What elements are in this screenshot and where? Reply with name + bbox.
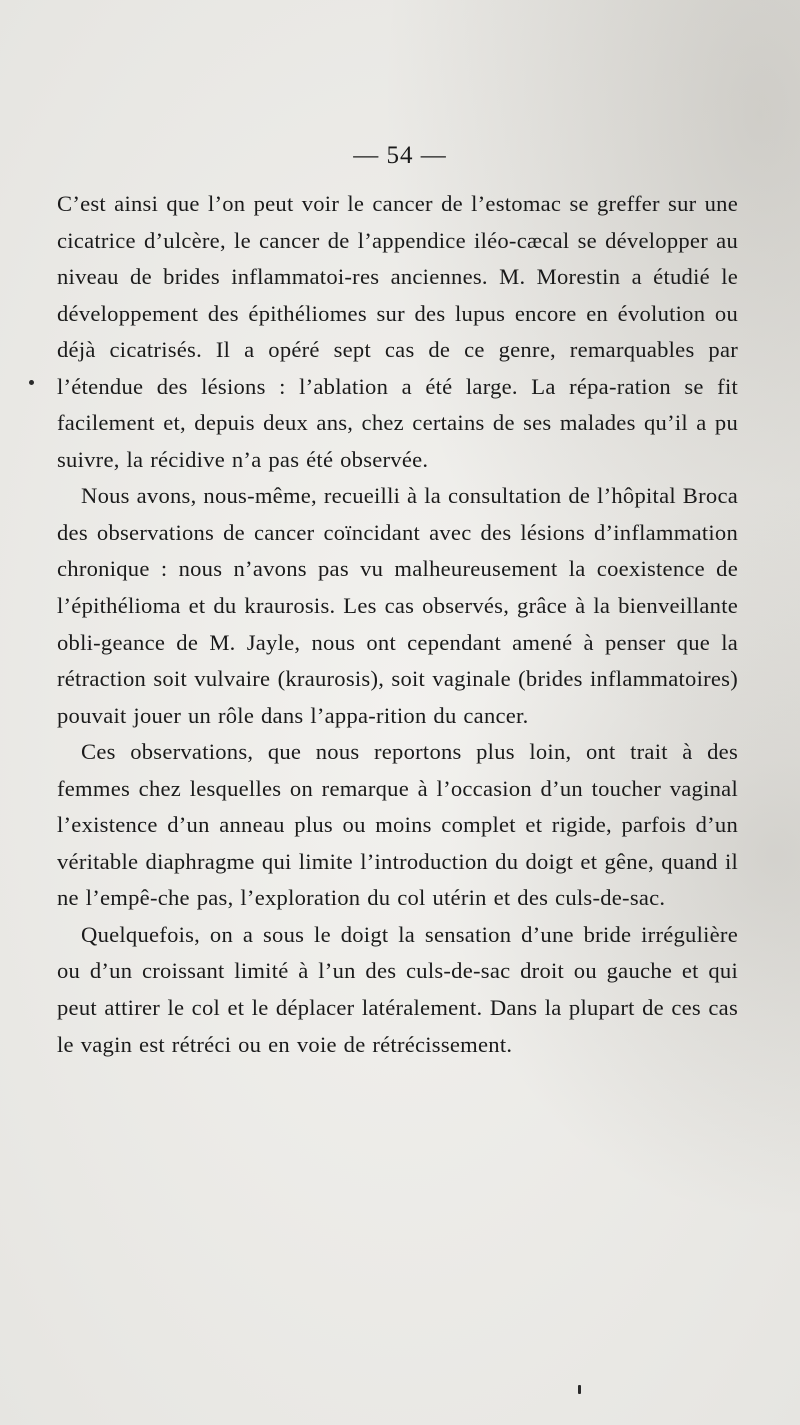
body-text [57, 186, 738, 1063]
paragraph-4: Quelquefois, on a sous le doigt la sensation d’une bride irrégulière ou d’un croissant limité à l’un des culs-de-sac droit ou gauche et qui peut attirer le col et le déplacer latéralement. Dans la plupart de ces cas le vagin est rétréci ou en voie de rétrécissement. [57, 921, 738, 1057]
paragraph-2: Nous avons, nous-même, recueilli à la consultation de l’hôpital Broca des observations de cancer coïncidant avec des lésions d’inflammation chronique : nous n’avons pas vu malheureusement la coexistence de l’épithélioma et du kraurosis. Les cas observés, grâce à la bienveillante obli-geance de M. Jayle, nous ont cependant amené à penser que la rétraction soit vulvaire (kraurosis), soit vaginale (brides inflammatoires) pouvait jouer un rôle dans l’appa-rition du cancer. [57, 483, 738, 728]
ink-speck [578, 1385, 581, 1394]
paragraph-3: Ces observations, que nous reportons plus loin, ont trait à des femmes chez lesquelles on remarque à l’occasion d’un toucher vaginal l’existence d’un anneau plus ou moins complet et rigide, parfois d’un véritable diaphragme qui limite l’introduction du doigt et gêne, quand il ne l’empê-che pas, l’exploration du col utérin et des culs-de-sac. [57, 739, 738, 911]
page-number: — 54 — [353, 142, 447, 169]
ink-speck [29, 380, 34, 385]
paragraph-1: C’est ainsi que l’on peut voir le cancer de l’estomac se greffer sur une cicatrice d’ulcère, le cancer de l’appendice iléo-cæcal se développer au niveau de brides inflammatoi-res anciennes. M. Morestin a étudié le développement des épithéliomes sur des lupus encore en évolution ou déjà cicatrisés. Il a opéré sept cas de ce genre, remarquables par l’étendue des lésions : l’ablation a été large. La répa-ration se fit facilement et, depuis deux ans, chez certains de ses malades qu’il a pu suivre, la récidive n’a pas été observée. [57, 191, 738, 472]
